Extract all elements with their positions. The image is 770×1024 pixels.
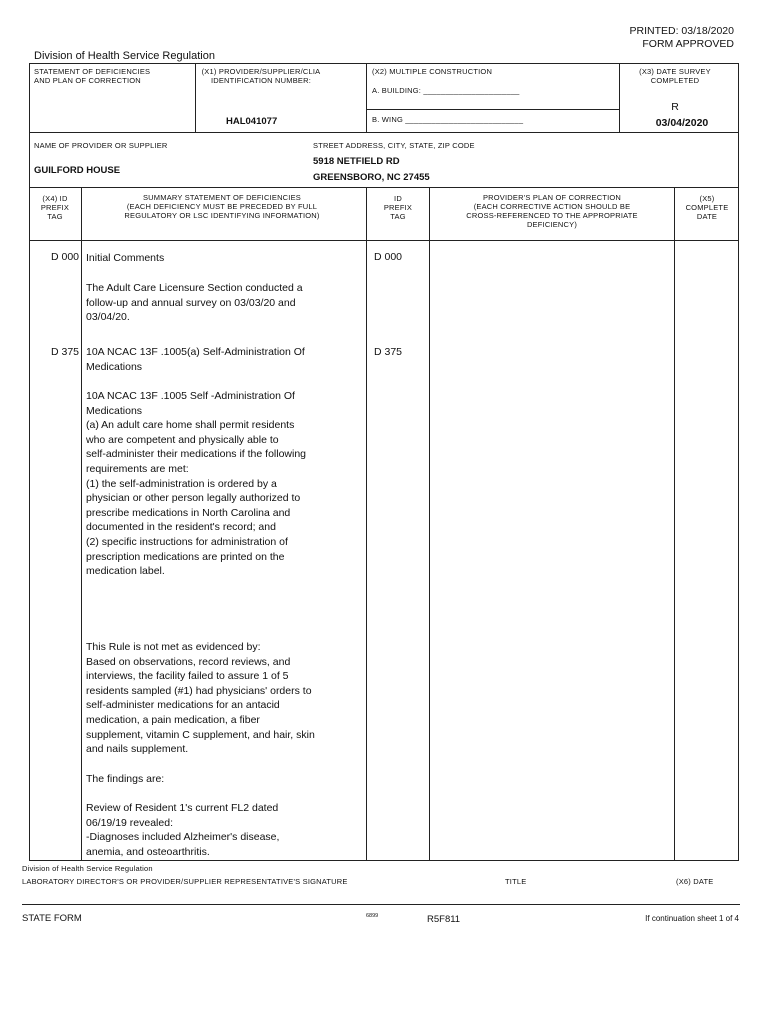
form-code: R5F811 [427,914,461,925]
tag-d375-right: D 375 [374,346,403,358]
provider-name: GUILFORD HOUSE [34,165,121,176]
signature-rule [22,904,740,905]
summary-header: SUMMARY STATEMENT OF DEFICIENCIES (EACH DEFICIENCY MUST BE PRECEDED BY FULL REGULATORY OR LSC IDENTIFYING INFORMATION) [124,193,320,220]
x3-label: (X3) DATE SURVEY COMPLETED [639,67,711,85]
form-number: 6899 [366,913,379,919]
tag-d000-left: D 000 [51,251,80,263]
statement-label: STATEMENT OF DEFICIENCIES AND PLAN OF CORRECTION [34,67,151,85]
x2-label: (X2) MULTIPLE CONSTRUCTION [372,67,493,76]
x1-label: (X1) PROVIDER/SUPPLIER/CLIA IDENTIFICATION NUMBER: [201,67,321,85]
address-label: STREET ADDRESS, CITY, STATE, ZIP CODE [313,141,475,150]
address-line2: GREENSBORO, NC 27455 [313,172,430,183]
title-label: TITLE [505,877,527,886]
continuation-sheet: If continuation sheet 1 of 4 [645,914,739,923]
divider [366,63,367,132]
divider [29,187,739,188]
wing-label: B. WING ___________________________ [372,115,524,124]
printed-date: PRINTED: 03/18/2020 [629,25,734,37]
footer-division: Division of Health Service Regulation [22,864,153,873]
divider [81,187,82,861]
divider [366,109,619,110]
address-line1: 5918 NETFIELD RD [313,156,400,167]
x3-date: 03/04/2020 [655,117,709,129]
x3-revisit: R [671,101,679,113]
plan-header: PROVIDER'S PLAN OF CORRECTION (EACH CORRECTIVE ACTION SHOULD BE CROSS-REFERENCED TO THE APPROPRIATE DEFICIENCY) [466,193,638,229]
tag-d375-left: D 375 [51,346,80,358]
x1-value: HAL041077 [226,116,278,127]
division-title: Division of Health Service Regulation [34,50,215,62]
x5-header: (X5) COMPLETE DATE [685,194,729,221]
state-form-label: STATE FORM [22,913,82,924]
rule-text: 10A NCAC 13F .1005 Self -Administration Of Medications (a) An adult care home shall permit residents who are competent and physically able to self-administer their medications if the following requirements are met: (1) the self-administration is ordered by a physician or other person legally authorized to prescribe medications in North Carolina and documented in the resident's record; and (2) specific instructions for administration of prescription medications are printed on the medication label. [86,390,307,578]
form-approved: FORM APPROVED [642,38,734,50]
signature-label: LABORATORY DIRECTOR'S OR PROVIDER/SUPPLIER REPRESENTATIVE'S SIGNATURE [22,877,348,886]
initial-comments: Initial Comments [86,252,165,264]
rule-not-met: This Rule is not met as evidenced by: Based on observations, record reviews, and interviews, the facility failed to assure 1 of 5 residents sampled (#1) had physicians' orders to self-administer medications for an antacid medication, a pain medication, a fiber supplement, vitamin C supplement, and hair, skin and nails supplement. [86,641,315,756]
building-label: A. BUILDING: ______________________ [372,86,520,95]
findings-label: The findings are: [86,773,165,785]
x4-header: (X4) ID PREFIX TAG [40,194,70,221]
provider-label: NAME OF PROVIDER OR SUPPLIER [34,141,168,150]
resident-review: Review of Resident 1's current FL2 dated 06/19/19 revealed: -Diagnoses included Alzheimer's disease, anemia, and osteoarthritis. [86,802,280,858]
divider [429,187,430,861]
divider [674,187,675,861]
survey-note: The Adult Care Licensure Section conducted a follow-up and annual survey on 03/03/20 and 03/04/20. [86,282,303,324]
tag-d000-right: D 000 [374,251,403,263]
rule-title: 10A NCAC 13F .1005(a) Self-Administration Of Medications [86,346,305,373]
x6-date-label: (X6) DATE [676,877,714,886]
id-header: ID PREFIX TAG [383,194,413,221]
divider [29,240,739,241]
divider [29,132,739,133]
divider [366,187,367,861]
